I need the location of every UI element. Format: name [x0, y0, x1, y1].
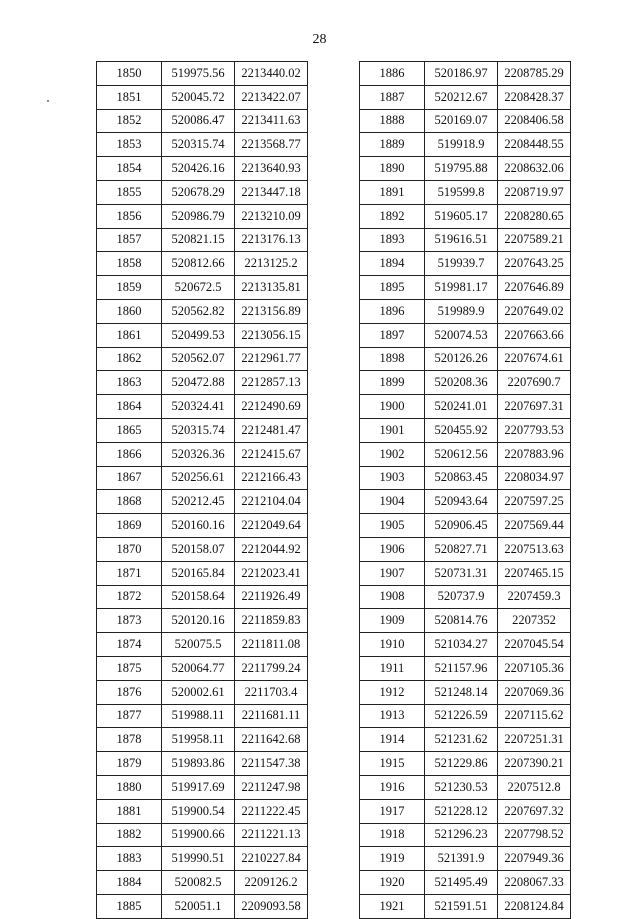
- y-coordinate-cell: 2212415.67: [235, 442, 308, 466]
- y-coordinate-cell: 2212044.92: [235, 537, 308, 561]
- x-coordinate-cell: 519990.51: [162, 847, 235, 871]
- table-row: [97, 371, 308, 395]
- y-coordinate-cell: 2212166.43: [235, 466, 308, 490]
- x-coordinate-cell: 520315.74: [162, 133, 235, 157]
- table-row: [97, 347, 308, 371]
- x-coordinate-cell: 520126.26: [425, 347, 498, 371]
- x-coordinate-cell: 520943.64: [425, 490, 498, 514]
- x-coordinate-cell: 521495.49: [425, 871, 498, 895]
- table-row: [97, 752, 308, 776]
- y-coordinate-cell: 2207649.02: [498, 299, 571, 323]
- point-number-cell: 1887: [360, 85, 425, 109]
- table-row: [360, 62, 571, 86]
- point-number-cell: 1861: [97, 323, 162, 347]
- x-coordinate-cell: 520256.61: [162, 466, 235, 490]
- table-row: [97, 466, 308, 490]
- y-coordinate-cell: 2207459.3: [498, 585, 571, 609]
- x-coordinate-cell: 520158.64: [162, 585, 235, 609]
- point-number-cell: 1881: [97, 799, 162, 823]
- x-coordinate-cell: 520324.41: [162, 395, 235, 419]
- point-number-cell: 1884: [97, 871, 162, 895]
- y-coordinate-cell: 2207251.31: [498, 728, 571, 752]
- y-coordinate-cell: 2207465.15: [498, 561, 571, 585]
- table-row: [97, 299, 308, 323]
- point-number-cell: 1858: [97, 252, 162, 276]
- table-row: [97, 894, 308, 918]
- x-coordinate-cell: 520051.1: [162, 894, 235, 918]
- table-row: [360, 871, 571, 895]
- y-coordinate-cell: 2208719.97: [498, 180, 571, 204]
- table-row: [360, 633, 571, 657]
- point-number-cell: 1901: [360, 418, 425, 442]
- y-coordinate-cell: 2213210.09: [235, 204, 308, 228]
- x-coordinate-cell: 519918.9: [425, 133, 498, 157]
- x-coordinate-cell: 519616.51: [425, 228, 498, 252]
- table-row: [360, 847, 571, 871]
- y-coordinate-cell: 2213056.15: [235, 323, 308, 347]
- point-number-cell: 1869: [97, 514, 162, 538]
- x-coordinate-cell: 520186.97: [425, 62, 498, 86]
- table-row: [360, 85, 571, 109]
- y-coordinate-cell: 2211222.45: [235, 799, 308, 823]
- y-coordinate-cell: 2208428.37: [498, 85, 571, 109]
- x-coordinate-cell: 520158.07: [162, 537, 235, 561]
- x-coordinate-cell: 521591.51: [425, 894, 498, 918]
- x-coordinate-cell: 520074.53: [425, 323, 498, 347]
- x-coordinate-cell: 520863.45: [425, 466, 498, 490]
- point-number-cell: 1874: [97, 633, 162, 657]
- point-number-cell: 1876: [97, 680, 162, 704]
- y-coordinate-cell: 2207697.32: [498, 799, 571, 823]
- table-row: [360, 276, 571, 300]
- y-coordinate-cell: 2211859.83: [235, 609, 308, 633]
- y-coordinate-cell: 2212049.64: [235, 514, 308, 538]
- table-row: [360, 490, 571, 514]
- x-coordinate-cell: 519599.8: [425, 180, 498, 204]
- y-coordinate-cell: 2207115.62: [498, 704, 571, 728]
- point-number-cell: 1870: [97, 537, 162, 561]
- table-row: [360, 775, 571, 799]
- point-number-cell: 1912: [360, 680, 425, 704]
- coordinates-table-right: [359, 61, 571, 919]
- table-row: [97, 133, 308, 157]
- point-number-cell: 1891: [360, 180, 425, 204]
- table-row: [360, 371, 571, 395]
- point-number-cell: 1879: [97, 752, 162, 776]
- table-row: [360, 799, 571, 823]
- table-row: [360, 704, 571, 728]
- x-coordinate-cell: 521157.96: [425, 656, 498, 680]
- y-coordinate-cell: 2211799.24: [235, 656, 308, 680]
- y-coordinate-cell: 2212104.04: [235, 490, 308, 514]
- scan-speck: [47, 100, 49, 102]
- x-coordinate-cell: 520821.15: [162, 228, 235, 252]
- point-number-cell: 1880: [97, 775, 162, 799]
- point-number-cell: 1852: [97, 109, 162, 133]
- x-coordinate-cell: 519958.11: [162, 728, 235, 752]
- x-coordinate-cell: 520986.79: [162, 204, 235, 228]
- table-row: [97, 656, 308, 680]
- table-row: [360, 823, 571, 847]
- point-number-cell: 1918: [360, 823, 425, 847]
- point-number-cell: 1888: [360, 109, 425, 133]
- x-coordinate-cell: 519975.56: [162, 62, 235, 86]
- y-coordinate-cell: 2211811.08: [235, 633, 308, 657]
- point-number-cell: 1916: [360, 775, 425, 799]
- point-number-cell: 1854: [97, 157, 162, 181]
- point-number-cell: 1872: [97, 585, 162, 609]
- y-coordinate-cell: 2207690.7: [498, 371, 571, 395]
- point-number-cell: 1865: [97, 418, 162, 442]
- point-number-cell: 1921: [360, 894, 425, 918]
- y-coordinate-cell: 2207589.21: [498, 228, 571, 252]
- table-row: [97, 680, 308, 704]
- x-coordinate-cell: 521034.27: [425, 633, 498, 657]
- x-coordinate-cell: 519605.17: [425, 204, 498, 228]
- point-number-cell: 1905: [360, 514, 425, 538]
- table-row: [97, 252, 308, 276]
- x-coordinate-cell: 520165.84: [162, 561, 235, 585]
- point-number-cell: 1866: [97, 442, 162, 466]
- y-coordinate-cell: 2207674.61: [498, 347, 571, 371]
- table-row: [97, 823, 308, 847]
- point-number-cell: 1895: [360, 276, 425, 300]
- table-row: [360, 537, 571, 561]
- table-row: [360, 133, 571, 157]
- y-coordinate-cell: 2207646.89: [498, 276, 571, 300]
- x-coordinate-cell: 520082.5: [162, 871, 235, 895]
- x-coordinate-cell: 519989.9: [425, 299, 498, 323]
- point-number-cell: 1889: [360, 133, 425, 157]
- x-coordinate-cell: 519900.54: [162, 799, 235, 823]
- y-coordinate-cell: 2211703.4: [235, 680, 308, 704]
- coordinates-table-left: [96, 61, 308, 919]
- point-number-cell: 1862: [97, 347, 162, 371]
- table-row: [360, 894, 571, 918]
- table-row: [97, 204, 308, 228]
- y-coordinate-cell: 2213568.77: [235, 133, 308, 157]
- y-coordinate-cell: 2208448.55: [498, 133, 571, 157]
- x-coordinate-cell: 520212.67: [425, 85, 498, 109]
- x-coordinate-cell: 521231.62: [425, 728, 498, 752]
- x-coordinate-cell: 519900.66: [162, 823, 235, 847]
- table-row: [97, 609, 308, 633]
- table-row: [97, 109, 308, 133]
- y-coordinate-cell: 2212023.41: [235, 561, 308, 585]
- point-number-cell: 1906: [360, 537, 425, 561]
- table-row: [360, 561, 571, 585]
- point-number-cell: 1892: [360, 204, 425, 228]
- table-row: [360, 680, 571, 704]
- point-number-cell: 1914: [360, 728, 425, 752]
- point-number-cell: 1898: [360, 347, 425, 371]
- table-row: [360, 299, 571, 323]
- point-number-cell: 1919: [360, 847, 425, 871]
- point-number-cell: 1868: [97, 490, 162, 514]
- x-coordinate-cell: 520737.9: [425, 585, 498, 609]
- point-number-cell: 1856: [97, 204, 162, 228]
- x-coordinate-cell: 521230.53: [425, 775, 498, 799]
- x-coordinate-cell: 520120.16: [162, 609, 235, 633]
- x-coordinate-cell: 520827.71: [425, 537, 498, 561]
- table-row: [360, 656, 571, 680]
- point-number-cell: 1908: [360, 585, 425, 609]
- point-number-cell: 1857: [97, 228, 162, 252]
- table-row: [360, 609, 571, 633]
- table-row: [97, 847, 308, 871]
- x-coordinate-cell: 520064.77: [162, 656, 235, 680]
- x-coordinate-cell: 520906.45: [425, 514, 498, 538]
- y-coordinate-cell: 2211642.68: [235, 728, 308, 752]
- x-coordinate-cell: 520472.88: [162, 371, 235, 395]
- table-row: [97, 728, 308, 752]
- y-coordinate-cell: 2210227.84: [235, 847, 308, 871]
- point-number-cell: 1902: [360, 442, 425, 466]
- x-coordinate-cell: 519893.86: [162, 752, 235, 776]
- table-row: [360, 347, 571, 371]
- y-coordinate-cell: 2209126.2: [235, 871, 308, 895]
- point-number-cell: 1878: [97, 728, 162, 752]
- y-coordinate-cell: 2211547.38: [235, 752, 308, 776]
- x-coordinate-cell: 520426.16: [162, 157, 235, 181]
- point-number-cell: 1904: [360, 490, 425, 514]
- point-number-cell: 1885: [97, 894, 162, 918]
- point-number-cell: 1920: [360, 871, 425, 895]
- table-row: [97, 537, 308, 561]
- table-row: [360, 728, 571, 752]
- x-coordinate-cell: 520326.36: [162, 442, 235, 466]
- y-coordinate-cell: 2208406.58: [498, 109, 571, 133]
- table-row: [97, 633, 308, 657]
- y-coordinate-cell: 2207352: [498, 609, 571, 633]
- y-coordinate-cell: 2207569.44: [498, 514, 571, 538]
- y-coordinate-cell: 2207045.54: [498, 633, 571, 657]
- x-coordinate-cell: 521296.23: [425, 823, 498, 847]
- x-coordinate-cell: 521248.14: [425, 680, 498, 704]
- point-number-cell: 1855: [97, 180, 162, 204]
- x-coordinate-cell: 520241.01: [425, 395, 498, 419]
- point-number-cell: 1909: [360, 609, 425, 633]
- table-row: [360, 109, 571, 133]
- y-coordinate-cell: 2208280.65: [498, 204, 571, 228]
- y-coordinate-cell: 2207697.31: [498, 395, 571, 419]
- y-coordinate-cell: 2207597.25: [498, 490, 571, 514]
- table-row: [360, 466, 571, 490]
- table-row: [97, 323, 308, 347]
- table-row: [360, 514, 571, 538]
- x-coordinate-cell: 520169.07: [425, 109, 498, 133]
- point-number-cell: 1850: [97, 62, 162, 86]
- x-coordinate-cell: 521391.9: [425, 847, 498, 871]
- y-coordinate-cell: 2209093.58: [235, 894, 308, 918]
- x-coordinate-cell: 520315.74: [162, 418, 235, 442]
- x-coordinate-cell: 520075.5: [162, 633, 235, 657]
- table-row: [360, 323, 571, 347]
- x-coordinate-cell: 520562.07: [162, 347, 235, 371]
- table-row: [360, 752, 571, 776]
- point-number-cell: 1875: [97, 656, 162, 680]
- y-coordinate-cell: 2213156.89: [235, 299, 308, 323]
- y-coordinate-cell: 2207798.52: [498, 823, 571, 847]
- table-row: [97, 157, 308, 181]
- y-coordinate-cell: 2208632.06: [498, 157, 571, 181]
- table-row: [360, 418, 571, 442]
- y-coordinate-cell: 2213447.18: [235, 180, 308, 204]
- point-number-cell: 1903: [360, 466, 425, 490]
- table-row: [97, 442, 308, 466]
- table-row: [97, 704, 308, 728]
- table-row: [97, 585, 308, 609]
- y-coordinate-cell: 2213422.07: [235, 85, 308, 109]
- point-number-cell: 1915: [360, 752, 425, 776]
- y-coordinate-cell: 2211926.49: [235, 585, 308, 609]
- point-number-cell: 1859: [97, 276, 162, 300]
- page-number: 28: [312, 32, 327, 47]
- x-coordinate-cell: 519917.69: [162, 775, 235, 799]
- point-number-cell: 1907: [360, 561, 425, 585]
- y-coordinate-cell: 2212490.69: [235, 395, 308, 419]
- point-number-cell: 1877: [97, 704, 162, 728]
- x-coordinate-cell: 521228.12: [425, 799, 498, 823]
- x-coordinate-cell: 520814.76: [425, 609, 498, 633]
- x-coordinate-cell: 520212.45: [162, 490, 235, 514]
- point-number-cell: 1897: [360, 323, 425, 347]
- point-number-cell: 1913: [360, 704, 425, 728]
- x-coordinate-cell: 520002.61: [162, 680, 235, 704]
- table-row: [97, 871, 308, 895]
- point-number-cell: 1853: [97, 133, 162, 157]
- table-row: [97, 228, 308, 252]
- table-row: [360, 204, 571, 228]
- x-coordinate-cell: 520672.5: [162, 276, 235, 300]
- y-coordinate-cell: 2208034.97: [498, 466, 571, 490]
- y-coordinate-cell: 2207949.36: [498, 847, 571, 871]
- y-coordinate-cell: 2207105.36: [498, 656, 571, 680]
- table-row: [360, 180, 571, 204]
- x-coordinate-cell: 519988.11: [162, 704, 235, 728]
- table-row: [97, 775, 308, 799]
- y-coordinate-cell: 2211681.11: [235, 704, 308, 728]
- point-number-cell: 1873: [97, 609, 162, 633]
- y-coordinate-cell: 2208124.84: [498, 894, 571, 918]
- table-row: [97, 514, 308, 538]
- y-coordinate-cell: 2212961.77: [235, 347, 308, 371]
- y-coordinate-cell: 2212481.47: [235, 418, 308, 442]
- y-coordinate-cell: 2207793.53: [498, 418, 571, 442]
- table-row: [360, 228, 571, 252]
- y-coordinate-cell: 2207390.21: [498, 752, 571, 776]
- y-coordinate-cell: 2213640.93: [235, 157, 308, 181]
- point-number-cell: 1864: [97, 395, 162, 419]
- table-row: [97, 276, 308, 300]
- x-coordinate-cell: 520455.92: [425, 418, 498, 442]
- x-coordinate-cell: 520160.16: [162, 514, 235, 538]
- x-coordinate-cell: 519981.17: [425, 276, 498, 300]
- x-coordinate-cell: 519795.88: [425, 157, 498, 181]
- table-row: [97, 395, 308, 419]
- point-number-cell: 1900: [360, 395, 425, 419]
- x-coordinate-cell: 520562.82: [162, 299, 235, 323]
- point-number-cell: 1917: [360, 799, 425, 823]
- y-coordinate-cell: 2208067.33: [498, 871, 571, 895]
- y-coordinate-cell: 2207513.63: [498, 537, 571, 561]
- point-number-cell: 1851: [97, 85, 162, 109]
- point-number-cell: 1883: [97, 847, 162, 871]
- x-coordinate-cell: 520045.72: [162, 85, 235, 109]
- table-row: [360, 585, 571, 609]
- y-coordinate-cell: 2213176.13: [235, 228, 308, 252]
- point-number-cell: 1863: [97, 371, 162, 395]
- point-number-cell: 1896: [360, 299, 425, 323]
- x-coordinate-cell: 520678.29: [162, 180, 235, 204]
- table-row: [97, 85, 308, 109]
- table-row: [97, 490, 308, 514]
- x-coordinate-cell: 520812.66: [162, 252, 235, 276]
- x-coordinate-cell: 520731.31: [425, 561, 498, 585]
- point-number-cell: 1894: [360, 252, 425, 276]
- table-row: [97, 418, 308, 442]
- table-row: [360, 157, 571, 181]
- x-coordinate-cell: 520208.36: [425, 371, 498, 395]
- point-number-cell: 1899: [360, 371, 425, 395]
- point-number-cell: 1867: [97, 466, 162, 490]
- table-row: [97, 561, 308, 585]
- y-coordinate-cell: 2211221.13: [235, 823, 308, 847]
- table-row: [360, 252, 571, 276]
- point-number-cell: 1860: [97, 299, 162, 323]
- table-row: [360, 395, 571, 419]
- table-row: [97, 180, 308, 204]
- x-coordinate-cell: 520086.47: [162, 109, 235, 133]
- x-coordinate-cell: 520612.56: [425, 442, 498, 466]
- y-coordinate-cell: 2207512.8: [498, 775, 571, 799]
- point-number-cell: 1910: [360, 633, 425, 657]
- y-coordinate-cell: 2207069.36: [498, 680, 571, 704]
- y-coordinate-cell: 2208785.29: [498, 62, 571, 86]
- point-number-cell: 1871: [97, 561, 162, 585]
- y-coordinate-cell: 2207643.25: [498, 252, 571, 276]
- x-coordinate-cell: 519939.7: [425, 252, 498, 276]
- y-coordinate-cell: 2213411.63: [235, 109, 308, 133]
- y-coordinate-cell: 2207663.66: [498, 323, 571, 347]
- y-coordinate-cell: 2211247.98: [235, 775, 308, 799]
- x-coordinate-cell: 521226.59: [425, 704, 498, 728]
- point-number-cell: 1886: [360, 62, 425, 86]
- point-number-cell: 1893: [360, 228, 425, 252]
- y-coordinate-cell: 2213135.81: [235, 276, 308, 300]
- y-coordinate-cell: 2213125.2: [235, 252, 308, 276]
- y-coordinate-cell: 2207883.96: [498, 442, 571, 466]
- table-row: [97, 799, 308, 823]
- y-coordinate-cell: 2213440.02: [235, 62, 308, 86]
- table-row: [97, 62, 308, 86]
- point-number-cell: 1882: [97, 823, 162, 847]
- x-coordinate-cell: 520499.53: [162, 323, 235, 347]
- x-coordinate-cell: 521229.86: [425, 752, 498, 776]
- table-row: [360, 442, 571, 466]
- point-number-cell: 1911: [360, 656, 425, 680]
- point-number-cell: 1890: [360, 157, 425, 181]
- y-coordinate-cell: 2212857.13: [235, 371, 308, 395]
